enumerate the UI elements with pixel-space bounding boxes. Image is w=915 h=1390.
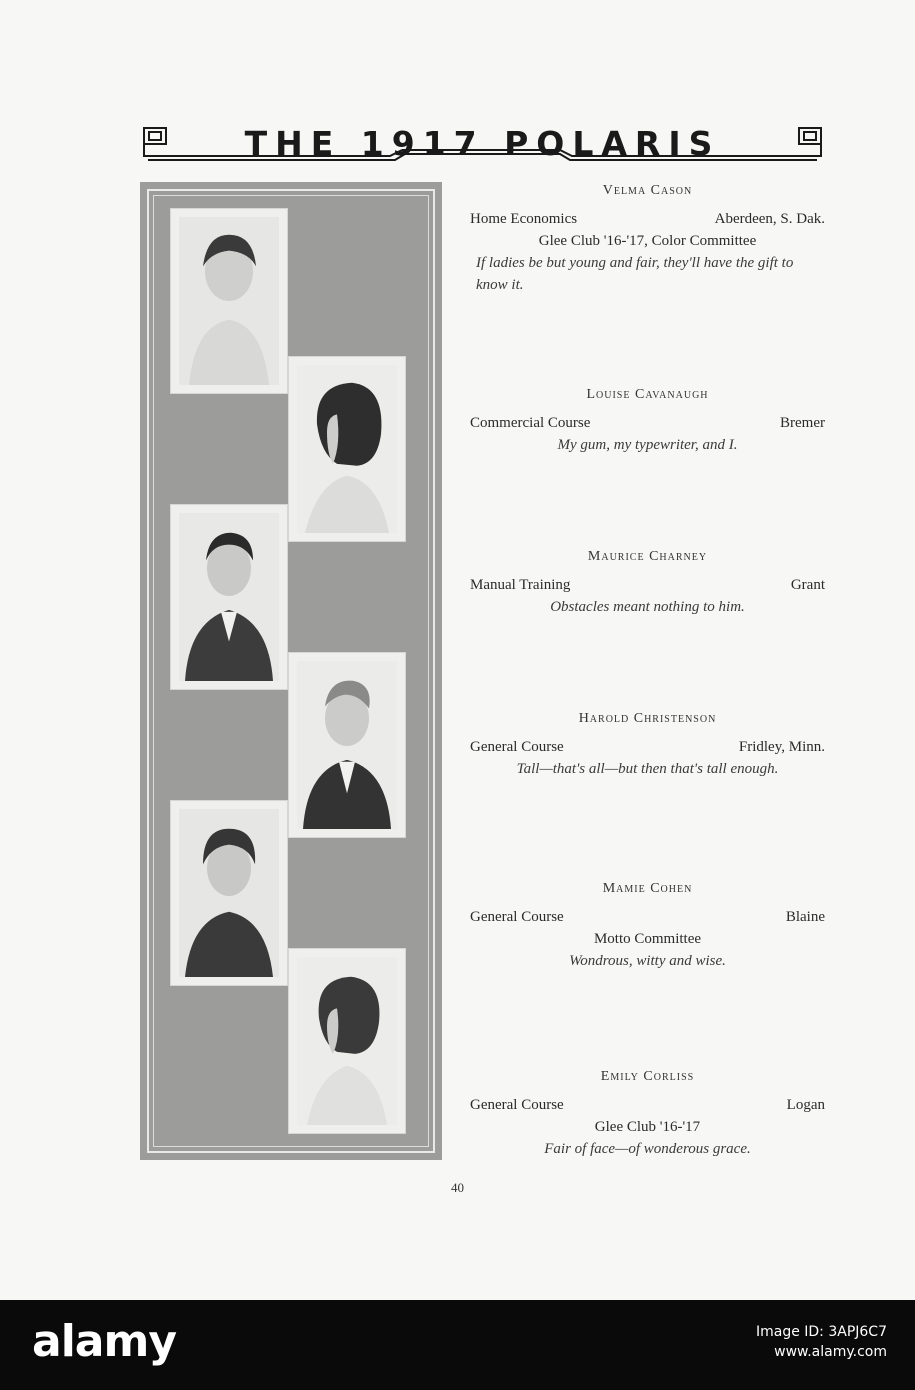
footer-info xyxy=(756,1324,887,1360)
footer-url[interactable]: www.alamy.com xyxy=(774,1344,887,1360)
student-quote: If ladies be but young and fair, they'll have the gift to know it. xyxy=(476,255,794,293)
student-town: Fridley, Minn. xyxy=(738,739,825,755)
portrait-image xyxy=(297,365,397,533)
portrait-image xyxy=(179,513,279,681)
student-course: General Course xyxy=(470,909,564,925)
portrait-image xyxy=(297,661,397,829)
student-name: Mamie Cohen xyxy=(602,881,693,896)
course-town-row xyxy=(470,736,825,758)
banner-title: THE 1917 POLARIS xyxy=(244,124,721,163)
portrait-image xyxy=(297,957,397,1125)
page-number: 40 xyxy=(451,1180,464,1195)
stock-footer-bar xyxy=(0,1300,915,1390)
student-name: Emily Corliss xyxy=(600,1069,695,1084)
course-town-row xyxy=(470,412,825,434)
entry-emily-corliss xyxy=(470,1066,825,1160)
student-quote: Obstacles meant nothing to him. xyxy=(550,599,745,615)
portrait-image xyxy=(179,809,279,977)
woman-profile-icon xyxy=(297,365,397,533)
portrait-image xyxy=(179,217,279,385)
entry-harold-christenson xyxy=(470,708,825,780)
entry-velma-cason xyxy=(470,180,825,296)
student-quote: Fair of face—of wonderous grace. xyxy=(544,1141,751,1157)
header-banner xyxy=(140,120,825,166)
student-town: Logan xyxy=(786,1097,825,1113)
entry-maurice-charney xyxy=(470,546,825,618)
student-activities: Glee Club '16-'17, Color Committee xyxy=(538,233,757,249)
portrait-harold-christenson xyxy=(288,652,406,838)
student-name: Harold Christenson xyxy=(578,711,717,726)
course-town-row xyxy=(470,1094,825,1116)
man-portrait-icon xyxy=(179,513,279,681)
student-town: Bremer xyxy=(780,415,825,431)
portrait-velma-cason xyxy=(170,208,288,394)
student-town: Aberdeen, S. Dak. xyxy=(714,211,825,227)
student-name: Velma Cason xyxy=(602,183,693,198)
alamy-logo: alamy xyxy=(32,1316,176,1367)
entry-mamie-cohen xyxy=(470,878,825,972)
student-name: Louise Cavanaugh xyxy=(586,387,709,402)
student-activities: Motto Committee xyxy=(593,931,702,947)
woman-profile-icon xyxy=(297,957,397,1125)
student-town: Grant xyxy=(790,577,825,593)
woman-portrait-icon xyxy=(179,217,279,385)
portrait-mamie-cohen xyxy=(170,800,288,986)
woman-portrait-icon xyxy=(179,809,279,977)
course-town-row xyxy=(470,574,825,596)
course-town-row xyxy=(470,208,825,230)
student-quote: Tall—that's all—but then that's tall enough. xyxy=(516,761,779,777)
portrait-maurice-charney xyxy=(170,504,288,690)
student-name: Maurice Charney xyxy=(587,549,708,564)
student-town: Blaine xyxy=(785,909,825,925)
course-town-row xyxy=(470,906,825,928)
student-course: General Course xyxy=(470,1097,564,1113)
student-quote: My gum, my typewriter, and I. xyxy=(557,437,738,453)
portrait-louise-cavanaugh xyxy=(288,356,406,542)
entry-louise-cavanaugh xyxy=(470,384,825,456)
student-quote: Wondrous, witty and wise. xyxy=(569,953,726,969)
man-portrait-icon xyxy=(297,661,397,829)
student-course: Home Economics xyxy=(470,211,578,227)
image-id: Image ID: 3APJ6C7 xyxy=(755,1324,887,1340)
student-course: Manual Training xyxy=(470,577,571,593)
student-course: General Course xyxy=(470,739,564,755)
student-activities: Glee Club '16-'17 xyxy=(594,1119,701,1135)
student-course: Commercial Course xyxy=(470,415,591,431)
photo-panel xyxy=(140,182,442,1160)
portrait-emily-corliss xyxy=(288,948,406,1134)
